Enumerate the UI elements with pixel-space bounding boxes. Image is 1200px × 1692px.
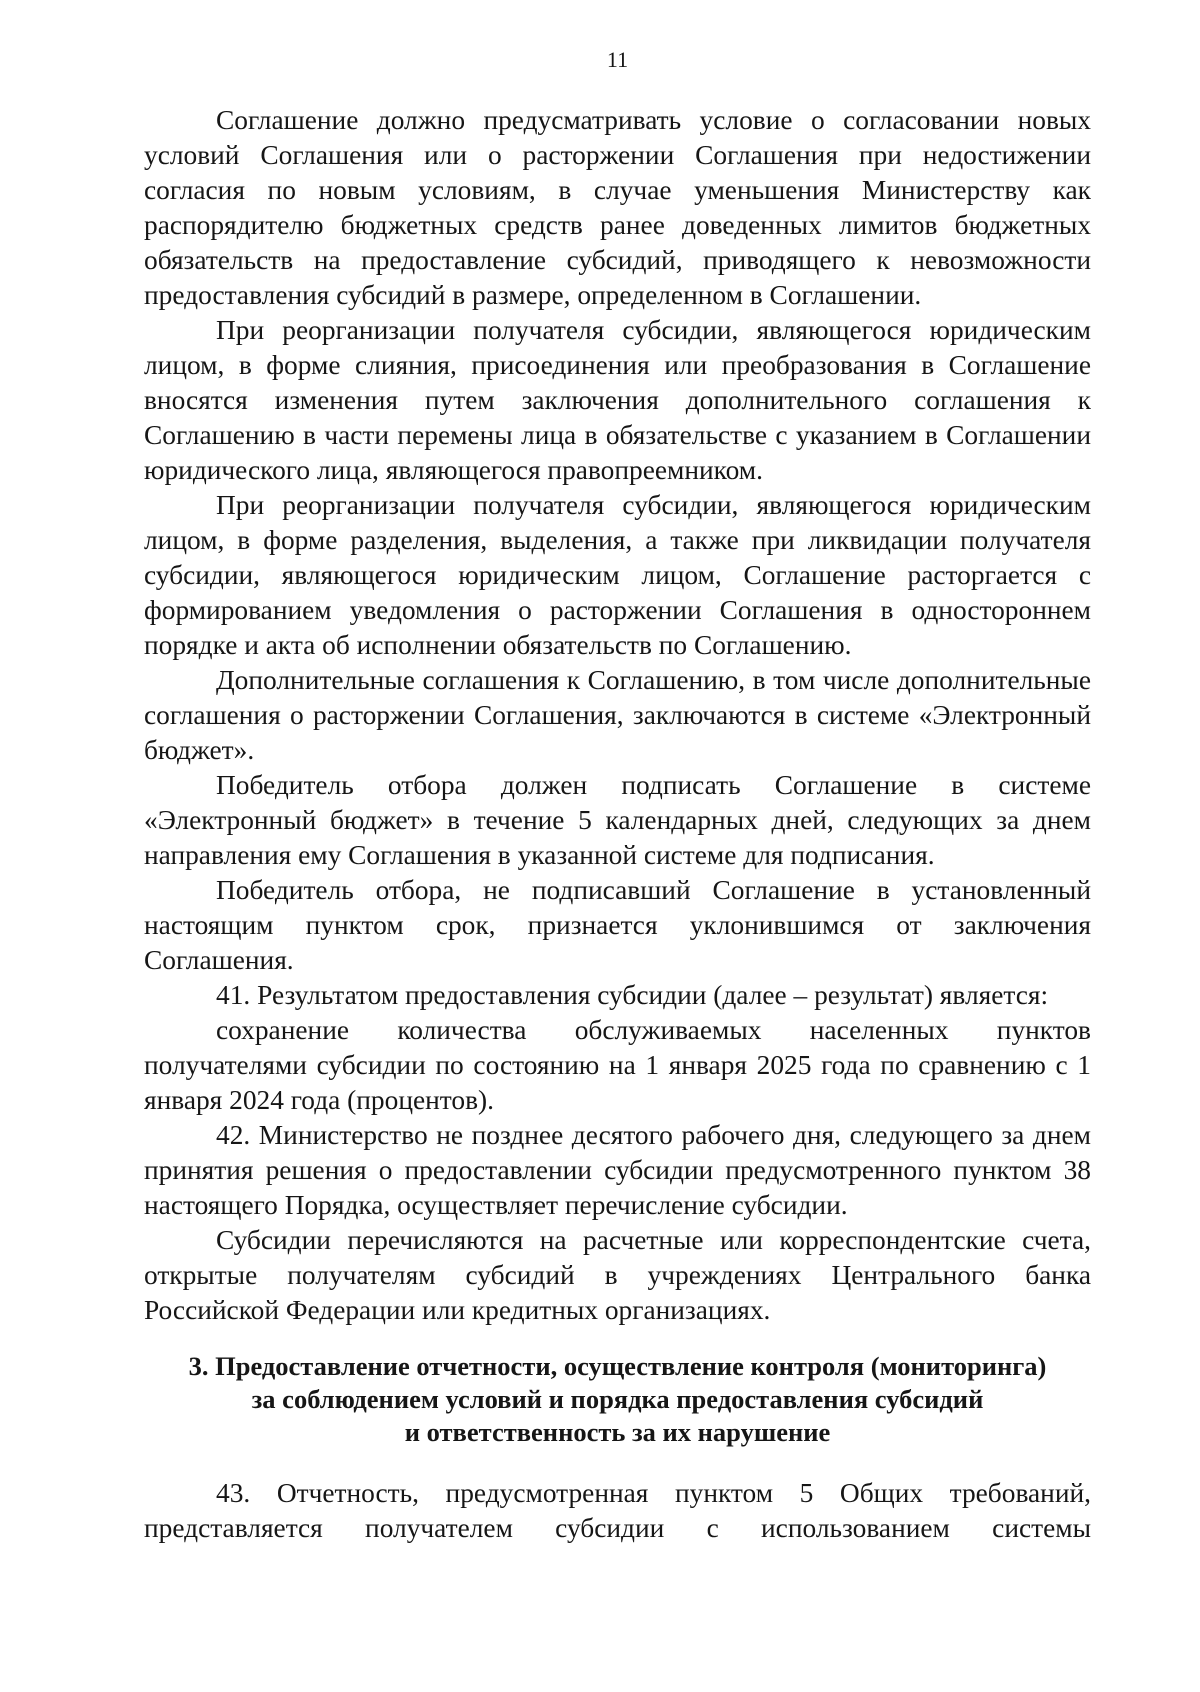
section-heading	[144, 1350, 1091, 1449]
paragraph-reorganization-merger: При реорганизации получателя субсидии, являющегося юридическим лицом, в форме слияния, присоединения или преобразования в Соглашение вносятся изменения путем заключения дополнительного соглашения к Соглашению в части перемены лица в обязательстве с указанием в Соглашении юридического лица, являющегося правопреемником.	[144, 315, 1091, 485]
paragraph-reorganization-division: При реорганизации получателя субсидии, являющегося юридическим лицом, в форме разделения, выделения, а также при ликвидации получателя субсидии, являющегося юридическим лицом, Соглашение расторгается с формированием уведомления о расторжении Соглашения в одностороннем порядке и акта об исполнении обязательств по Соглашению.	[144, 490, 1091, 660]
paragraph-agreement-conditions: Соглашение должно предусматривать условие о согласовании новых условий Соглашения или о расторжении Соглашения при недостижении согласия по новым условиям, в случае уменьшения Министерству как распорядителю бюджетных средств ранее доведенных лимитов бюджетных обязательств на предоставление субсидий, приводящего к невозможности предоставления субсидий в размере, определенном в Соглашении.	[144, 105, 1091, 310]
section-heading-line: за соблюдением условий и порядка предоставления субсидий	[251, 1384, 984, 1414]
section-heading-line: и ответственность за их нарушение	[404, 1417, 831, 1447]
paragraph-item-42: 42. Министерство не позднее десятого рабочего дня, следующего за днем принятия решения о предоставлении субсидии предусмотренного пунктом 38 настоящего Порядка, осуществляет перечисление субсидии.	[144, 1120, 1091, 1220]
document-body	[144, 103, 1091, 1546]
paragraph-result-definition: сохранение количества обслуживаемых населенных пунктов получателями субсидии по состоянию на 1 января 2025 года по сравнению с 1 января 2024 года (процентов).	[144, 1015, 1091, 1115]
page-number: 11	[606, 47, 629, 72]
paragraph-subsidy-transfer: Субсидии перечисляются на расчетные или корреспондентские счета, открытые получателям субсидий в учреждениях Центрального банка Российской Федерации или кредитных организациях.	[144, 1225, 1091, 1325]
section-heading-line: 3. Предоставление отчетности, осуществление контроля (мониторинга)	[188, 1351, 1047, 1381]
paragraph-item-41: 41. Результатом предоставления субсидии (далее – результат) является:	[216, 980, 1049, 1010]
paragraph-winner-signing: Победитель отбора должен подписать Соглашение в системе «Электронный бюджет» в течение 5 календарных дней, следующих за днем направления ему Соглашения в указанной системе для подписания.	[144, 770, 1091, 870]
paragraph-additional-agreements: Дополнительные соглашения к Соглашению, в том числе дополнительные соглашения о расторжении Соглашения, заключаются в системе «Электронный бюджет».	[144, 665, 1091, 765]
paragraph-winner-evasion: Победитель отбора, не подписавший Соглашение в установленный настоящим пунктом срок, признается уклонившимся от заключения Соглашения.	[144, 875, 1091, 975]
paragraph-item-43: 43. Отчетность, предусмотренная пунктом 5 Общих требований, представляется получателем субсидии с использованием системы	[144, 1478, 1091, 1543]
